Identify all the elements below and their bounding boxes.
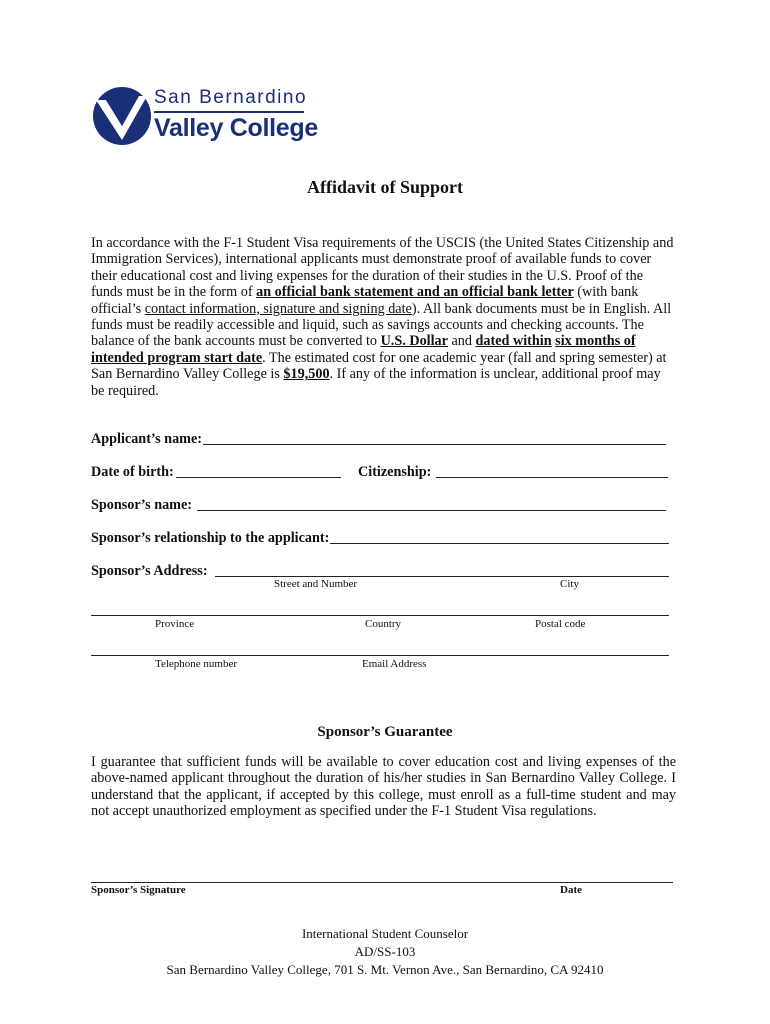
sponsor-address-street-field[interactable] (215, 576, 669, 577)
sponsor-signature-field[interactable] (91, 882, 673, 883)
citizenship-label: Citizenship: (358, 464, 432, 480)
intro-text: (with bank official’s (91, 284, 639, 317)
citizenship-field[interactable] (436, 477, 668, 478)
logo-text-top: San Bernardino (154, 87, 308, 108)
date-of-birth-field[interactable] (176, 477, 341, 478)
sponsor-address-label: Sponsor’s Address: (91, 563, 208, 579)
sponsor-relationship-label: Sponsor’s relationship to the applicant: (91, 530, 330, 546)
intro-text: . If any of the information is unclear, additional proof may be required. (91, 366, 661, 399)
applicant-name-field[interactable] (203, 444, 666, 445)
address-region-field[interactable] (91, 615, 669, 616)
sponsor-signature-label: Sponsor’s Signature (91, 884, 186, 896)
college-logo-emblem-icon (92, 86, 152, 146)
sponsor-name-field[interactable] (197, 510, 666, 511)
country-caption: Country (365, 618, 402, 630)
postal-code-caption: Postal code (535, 618, 586, 630)
contact-field[interactable] (91, 655, 669, 656)
intro-emphasis: U.S. Dollar (380, 333, 448, 350)
intro-emphasis: contact information, signature and signing date (144, 300, 412, 317)
email-caption: Email Address (362, 658, 427, 670)
telephone-caption: Telephone number (155, 658, 238, 670)
intro-paragraph (91, 235, 676, 399)
intro-text: and (447, 333, 476, 350)
guarantee-paragraph: I guarantee that sufficient funds will be available to cover education cost and living expenses of the above-named applicant throughout the duration of his/her studies in San Bernardino Valley College. I understand that the applicant, if accepted by this college, must enroll as a full-time student and may not accept unauthorized employment as specified under the F-1 Student Visa regulations. (91, 754, 676, 820)
city-caption: City (560, 578, 579, 590)
logo-divider (154, 111, 304, 113)
page-title: Affidavit of Support (306, 177, 463, 197)
sponsor-relationship-field[interactable] (330, 543, 669, 544)
province-caption: Province (155, 618, 195, 630)
intro-text: ). All bank documents must be in English. All funds must be readily accessible and liquid, such as savings accounts and checking accounts. The balance of the bank accounts must be converted to (91, 300, 672, 350)
college-logo (92, 86, 318, 146)
intro-text: In accordance with the F-1 Student Visa requirements of the USCIS (the United States Citizenship and Immigration Services), international applicants must demonstrate proof of available funds to cover their educational cost and living expenses for the duration of their studies in the U.S. Proof of the funds must be in the form of (91, 235, 674, 301)
footer-room: AD/SS-103 (354, 944, 416, 959)
footer-office: International Student Counselor (301, 926, 469, 941)
logo-text-bottom: Valley College (154, 114, 318, 142)
intro-emphasis: an official bank statement and an official bank letter (256, 284, 574, 301)
guarantee-heading: Sponsor’s Guarantee (317, 724, 453, 740)
footer-address: San Bernardino Valley College, 701 S. Mt. Vernon Ave., San Bernardino, CA 92410 (166, 962, 604, 977)
intro-emphasis: $19,500 (283, 366, 330, 383)
sponsor-name-label: Sponsor’s name: (91, 497, 193, 513)
intro-emphasis: six months of intended program start date (91, 333, 636, 366)
intro-emphasis: dated within (475, 333, 552, 350)
date-of-birth-label: Date of birth: (91, 464, 174, 480)
date-label: Date (560, 884, 582, 896)
street-caption: Street and Number (274, 578, 358, 590)
intro-text: . The estimated cost for one academic year (fall and spring semester) at San Bernardino Valley College is (91, 349, 667, 383)
applicant-name-label: Applicant’s name: (91, 431, 203, 447)
